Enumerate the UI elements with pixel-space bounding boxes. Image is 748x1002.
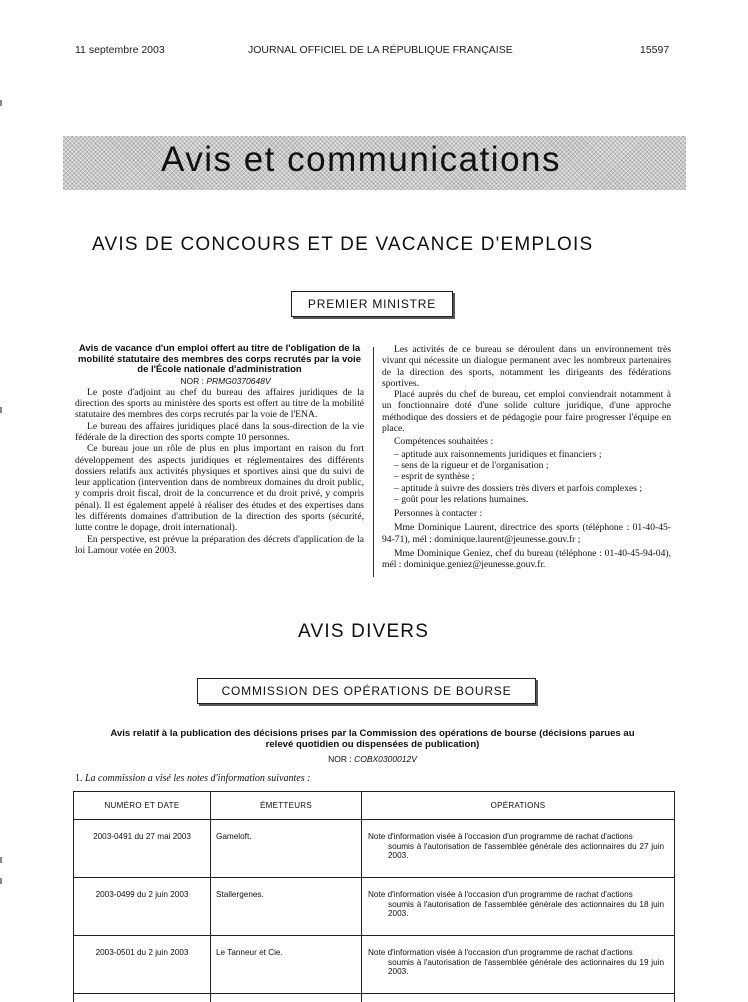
margin-mark: [0, 407, 2, 413]
article-right-column: [382, 344, 671, 571]
margin-mark: [0, 857, 2, 863]
paragraph: Placé auprès du chef de bureau, cet emploi conviendrait notamment à un fonctionnaire doté d'une solide culture juridique, d'une approche méthodique des dossiers et de pédagogie pour faire progresser l'équipe en place.: [382, 389, 671, 434]
skill-item: – sens de la rigueur et de l'organisation ;: [382, 460, 671, 471]
paragraph: Le bureau des affaires juridiques placé dans la sous-direction de la vie fédérale de la direction des sports compte 10 personnes.: [75, 421, 364, 444]
contact-item: Mme Dominique Laurent, directrice des sports (téléphone : 01-40-45-94-71), mél : dominique.laurent@jeunesse.gouv.fr ;: [382, 522, 671, 545]
cell-operation: [362, 936, 675, 994]
cell-number-date: 2003-0499 du 2 juin 2003: [74, 878, 211, 936]
cell-number-date: 2003-0501 du 2 juin 2003: [74, 936, 211, 994]
table-row: [74, 820, 675, 878]
nor-code: COBX0300012V: [354, 754, 417, 764]
table-row: [74, 878, 675, 936]
section-banner: [63, 136, 686, 190]
article-nor: [75, 376, 364, 387]
header-journal: JOURNAL OFFICIEL DE LA RÉPUBLIQUE FRANÇAISE: [248, 44, 513, 56]
table-header-row: [74, 792, 675, 820]
paragraph: Les activités de ce bureau se déroulent dans un environnement très vivant qui nécessite un dialogue permanent avec les nombreux partenaires de la direction des sports, notamment les dirigeants des fédérations sportives.: [382, 344, 671, 389]
contact-item: Mme Dominique Geniez, chef du bureau (téléphone : 01-40-45-94-04), mél : dominique.geniez@jeunesse.gouv.fr.: [382, 548, 671, 571]
nor-label: NOR :: [328, 754, 352, 764]
column-header: ÉMETTEURS: [211, 792, 362, 820]
list-intro-text: La commission a visé les notes d'information suivantes :: [85, 773, 310, 784]
margin-mark: [0, 100, 2, 106]
section-title-concours: AVIS DE CONCOURS ET DE VACANCE D'EMPLOIS: [92, 234, 593, 256]
paragraph: En perspective, est prévue la préparation des décrets d'application de la loi Lamour votée en 2003.: [75, 534, 364, 557]
list-number: 1.: [75, 773, 83, 784]
operation-line: soumis à l'autorisation de l'assemblée générale des actionnaires du 27 juin 2003.: [368, 842, 664, 861]
cell-number-date: 2003-0491 du 27 mai 2003: [74, 820, 211, 878]
operation-line: Note d'information visée à l'occasion d'un programme de rachat d'actions: [368, 948, 633, 957]
skills-intro: Compétences souhaitées :: [382, 436, 671, 447]
column-header: OPÉRATIONS: [362, 792, 675, 820]
article-left-column: [75, 344, 364, 556]
paragraph: Ce bureau joue un rôle de plus en plus important en raison du fort développement des aspects juridiques et réglementaires des différents dossiers relatifs aux activités physiques et sportives ainsi que du suivi de leur application (intervention dans de nombreux domaines du droit public, y compris droit fiscal, droit de la concurrence et du droit privé, y compris pénal). Il est également appelé à réaliser des études et des expertises dans les différents domaines d'attribution de la direction des sports (sécurité, lutte contre le dopage, droit international).: [75, 443, 364, 533]
article-nor: [110, 754, 635, 764]
article-title: Avis de vacance d'un emploi offert au titre de l'obligation de la mobilité statutaire des membres des corps recrutés par la voie de l'École nationale d'administration: [75, 344, 364, 376]
contacts-intro: Personnes à contacter :: [382, 508, 671, 519]
operation-line: soumis à l'autorisation de l'assemblée générale des actionnaires du 18 juin 2003.: [368, 900, 664, 919]
article-title: Avis relatif à la publication des décisions prises par la Commission des opérations de bourse (décisions parues au relevé quotidien ou dispensées de publication): [110, 729, 635, 750]
column-divider: [373, 347, 374, 577]
cell-issuer: Gameloft.: [211, 820, 362, 878]
cell-issuer: Stallergenes.: [211, 878, 362, 936]
cell-issuer: Le Tanneur et Cie.: [211, 936, 362, 994]
skill-item: – goût pour les relations humaines.: [382, 494, 671, 505]
skill-item: – aptitude à suivre des dossiers très divers et parfois complexes ;: [382, 483, 671, 494]
operation-line: Note d'information visée à l'occasion d'un programme de rachat d'actions: [368, 832, 633, 841]
skill-item: – aptitude aux raisonnements juridiques et financiers ;: [382, 449, 671, 460]
table-row: [74, 936, 675, 994]
list-intro: [75, 773, 310, 784]
nor-label: NOR :: [180, 376, 204, 386]
cell-operation: [362, 878, 675, 936]
column-header: NUMÉRO ET DATE: [74, 792, 211, 820]
table-continuation: [74, 994, 675, 1002]
banner-title: Avis et communications: [161, 140, 561, 180]
skill-item: – esprit de synthèse ;: [382, 471, 671, 482]
paragraph: Le poste d'adjoint au chef du bureau des affaires juridiques de la direction des sports au ministère des sports est offert au titre de la mobilité statutaire des membres des corps recrutés par la voie de l'ENA.: [75, 387, 364, 421]
header-page-number: 15597: [640, 44, 669, 56]
ministry-box: PREMIER MINISTRE: [291, 291, 453, 317]
margin-mark: [0, 878, 2, 884]
nor-code: PRMG0370648V: [206, 376, 270, 386]
operation-line: Note d'information visée à l'occasion d'un programme de rachat d'actions: [368, 890, 633, 899]
section-title-avis-divers: AVIS DIVERS: [298, 621, 429, 643]
operations-table: [73, 791, 675, 1002]
commission-box: COMMISSION DES OPÉRATIONS DE BOURSE: [197, 678, 536, 704]
header-date: 11 septembre 2003: [75, 44, 165, 56]
operation-line: soumis à l'autorisation de l'assemblée générale des actionnaires du 19 juin 2003.: [368, 958, 664, 977]
cell-operation: [362, 820, 675, 878]
